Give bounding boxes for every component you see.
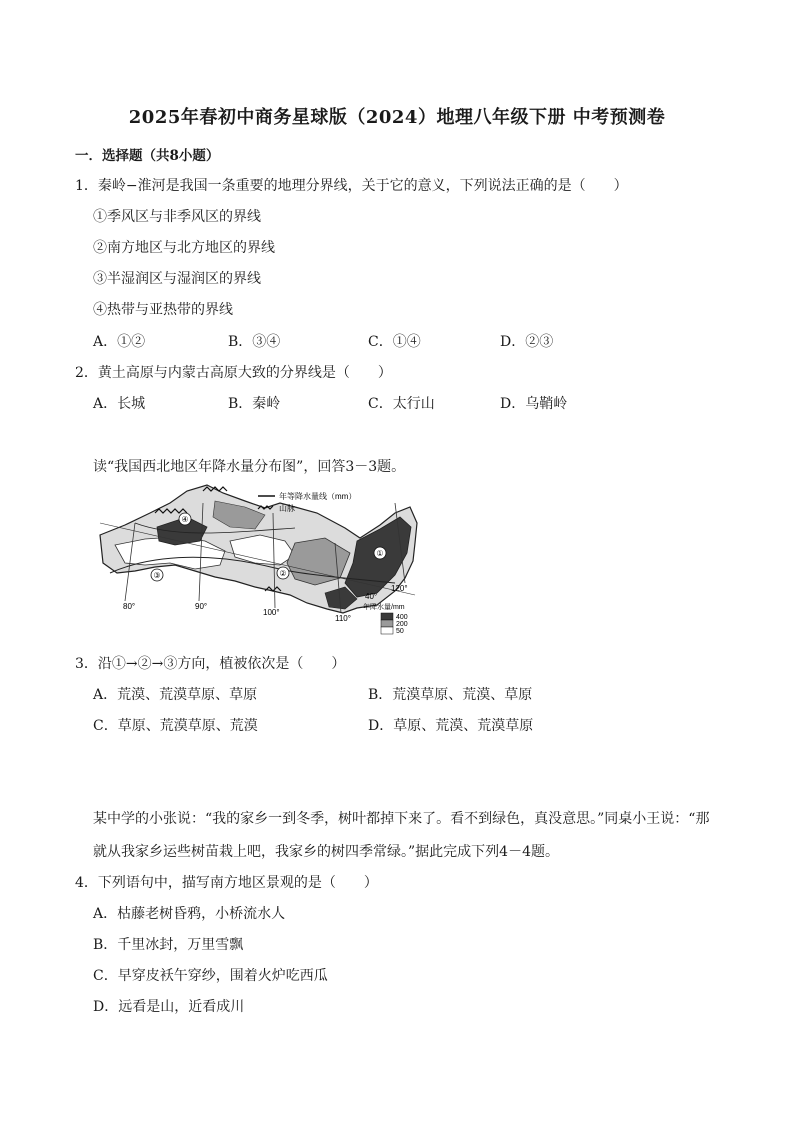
circle-label-2-text: ②	[279, 569, 287, 578]
q1-option-a[interactable]: A．①②	[93, 334, 146, 350]
q1-statement-3: ③半湿润区与湿润区的界线	[93, 271, 261, 287]
q1-option-c[interactable]: C．①④	[368, 334, 421, 350]
legend-value-200: 200	[396, 621, 408, 628]
q3-option-a[interactable]: A．荒漠、荒漠草原、草原	[93, 687, 258, 703]
page-title: 2025年春初中商务星球版（2024）地理八年级下册 中考预测卷	[128, 107, 666, 128]
q3-option-c[interactable]: C．草原、荒漠草原、荒漠	[93, 718, 258, 734]
circle-label-4	[179, 513, 191, 525]
section-heading: 一．选择题（共8小题）	[75, 148, 220, 164]
reading-prompt-map: 读“我国西北地区年降水量分布图”，回答3－3题。	[93, 459, 406, 475]
legend-swatch-400	[381, 613, 393, 620]
lat-label-40: 40°	[365, 592, 378, 601]
q2-option-b[interactable]: B．秦岭	[228, 396, 281, 412]
legend-mountain-label: 山脉	[279, 504, 295, 513]
question-4-stem: 4．下列语句中，描写南方地区景观的是（ ）	[75, 875, 378, 891]
question-3-stem: 3．沿①→②→③方向，植被依次是（ ）	[75, 656, 346, 672]
q4-option-a[interactable]: A．枯藤老树昏鸦，小桥流水人	[93, 906, 286, 922]
circle-label-1-text: ①	[376, 549, 384, 558]
circle-label-1	[374, 547, 386, 559]
lon-label-120: 120°	[391, 584, 408, 593]
reading-prompt-dialogue-line-1: 某中学的小张说：“我的家乡一到冬季，树叶都掉下来了。看不到绿色，真没意思。”同桌小王说：“那	[93, 811, 710, 827]
legend-value-50: 50	[396, 628, 404, 635]
lon-label-80: 80°	[123, 602, 136, 611]
q2-option-a[interactable]: A．长城	[93, 396, 146, 412]
q4-option-c[interactable]: C．早穿皮袄午穿纱，围着火炉吃西瓜	[93, 968, 328, 984]
question-2-stem: 2．黄土高原与内蒙古高原大致的分界线是（ ）	[75, 365, 392, 381]
q1-statement-4: ④热带与亚热带的界线	[93, 302, 233, 318]
precipitation-map	[95, 483, 420, 640]
precip-legend-title: 年降水量/mm	[363, 604, 405, 611]
map-svg	[95, 483, 420, 640]
circle-label-2	[277, 567, 289, 579]
legend-isohyet-label: 年等降水量线（mm）	[279, 492, 357, 501]
q1-statement-1: ①季风区与非季风区的界线	[93, 209, 261, 225]
reading-prompt-dialogue-line-2: 就从我家乡运些树苗栽上吧，我家乡的树四季常绿。”据此完成下列4－4题。	[93, 844, 559, 860]
lon-label-100: 100°	[263, 608, 280, 617]
q1-option-d[interactable]: D．②③	[500, 334, 554, 350]
q3-option-d[interactable]: D．草原、荒漠、荒漠草原	[368, 718, 534, 734]
circle-label-4-text: ④	[181, 515, 189, 524]
circle-label-3	[151, 569, 163, 581]
q1-option-b[interactable]: B．③④	[228, 334, 281, 350]
legend-swatch-50	[381, 627, 393, 634]
q4-option-b[interactable]: B．千里冰封，万里雪飘	[93, 937, 244, 953]
circle-label-3-text: ③	[153, 571, 161, 580]
lon-label-110: 110°	[335, 614, 351, 623]
question-1-stem: 1．秦岭−淮河是我国一条重要的地理分界线，关于它的意义，下列说法正确的是（ ）	[75, 178, 628, 194]
q2-option-c[interactable]: C．太行山	[368, 396, 435, 412]
q2-option-d[interactable]: D．乌鞘岭	[500, 396, 568, 412]
q1-statement-2: ②南方地区与北方地区的界线	[93, 240, 275, 256]
legend-swatch-200	[381, 620, 393, 627]
q4-option-d[interactable]: D．远看是山，近看成川	[93, 999, 245, 1015]
q3-option-b[interactable]: B．荒漠草原、荒漠、草原	[368, 687, 533, 703]
lon-label-90: 90°	[195, 602, 208, 611]
legend-value-400: 400	[396, 614, 408, 621]
